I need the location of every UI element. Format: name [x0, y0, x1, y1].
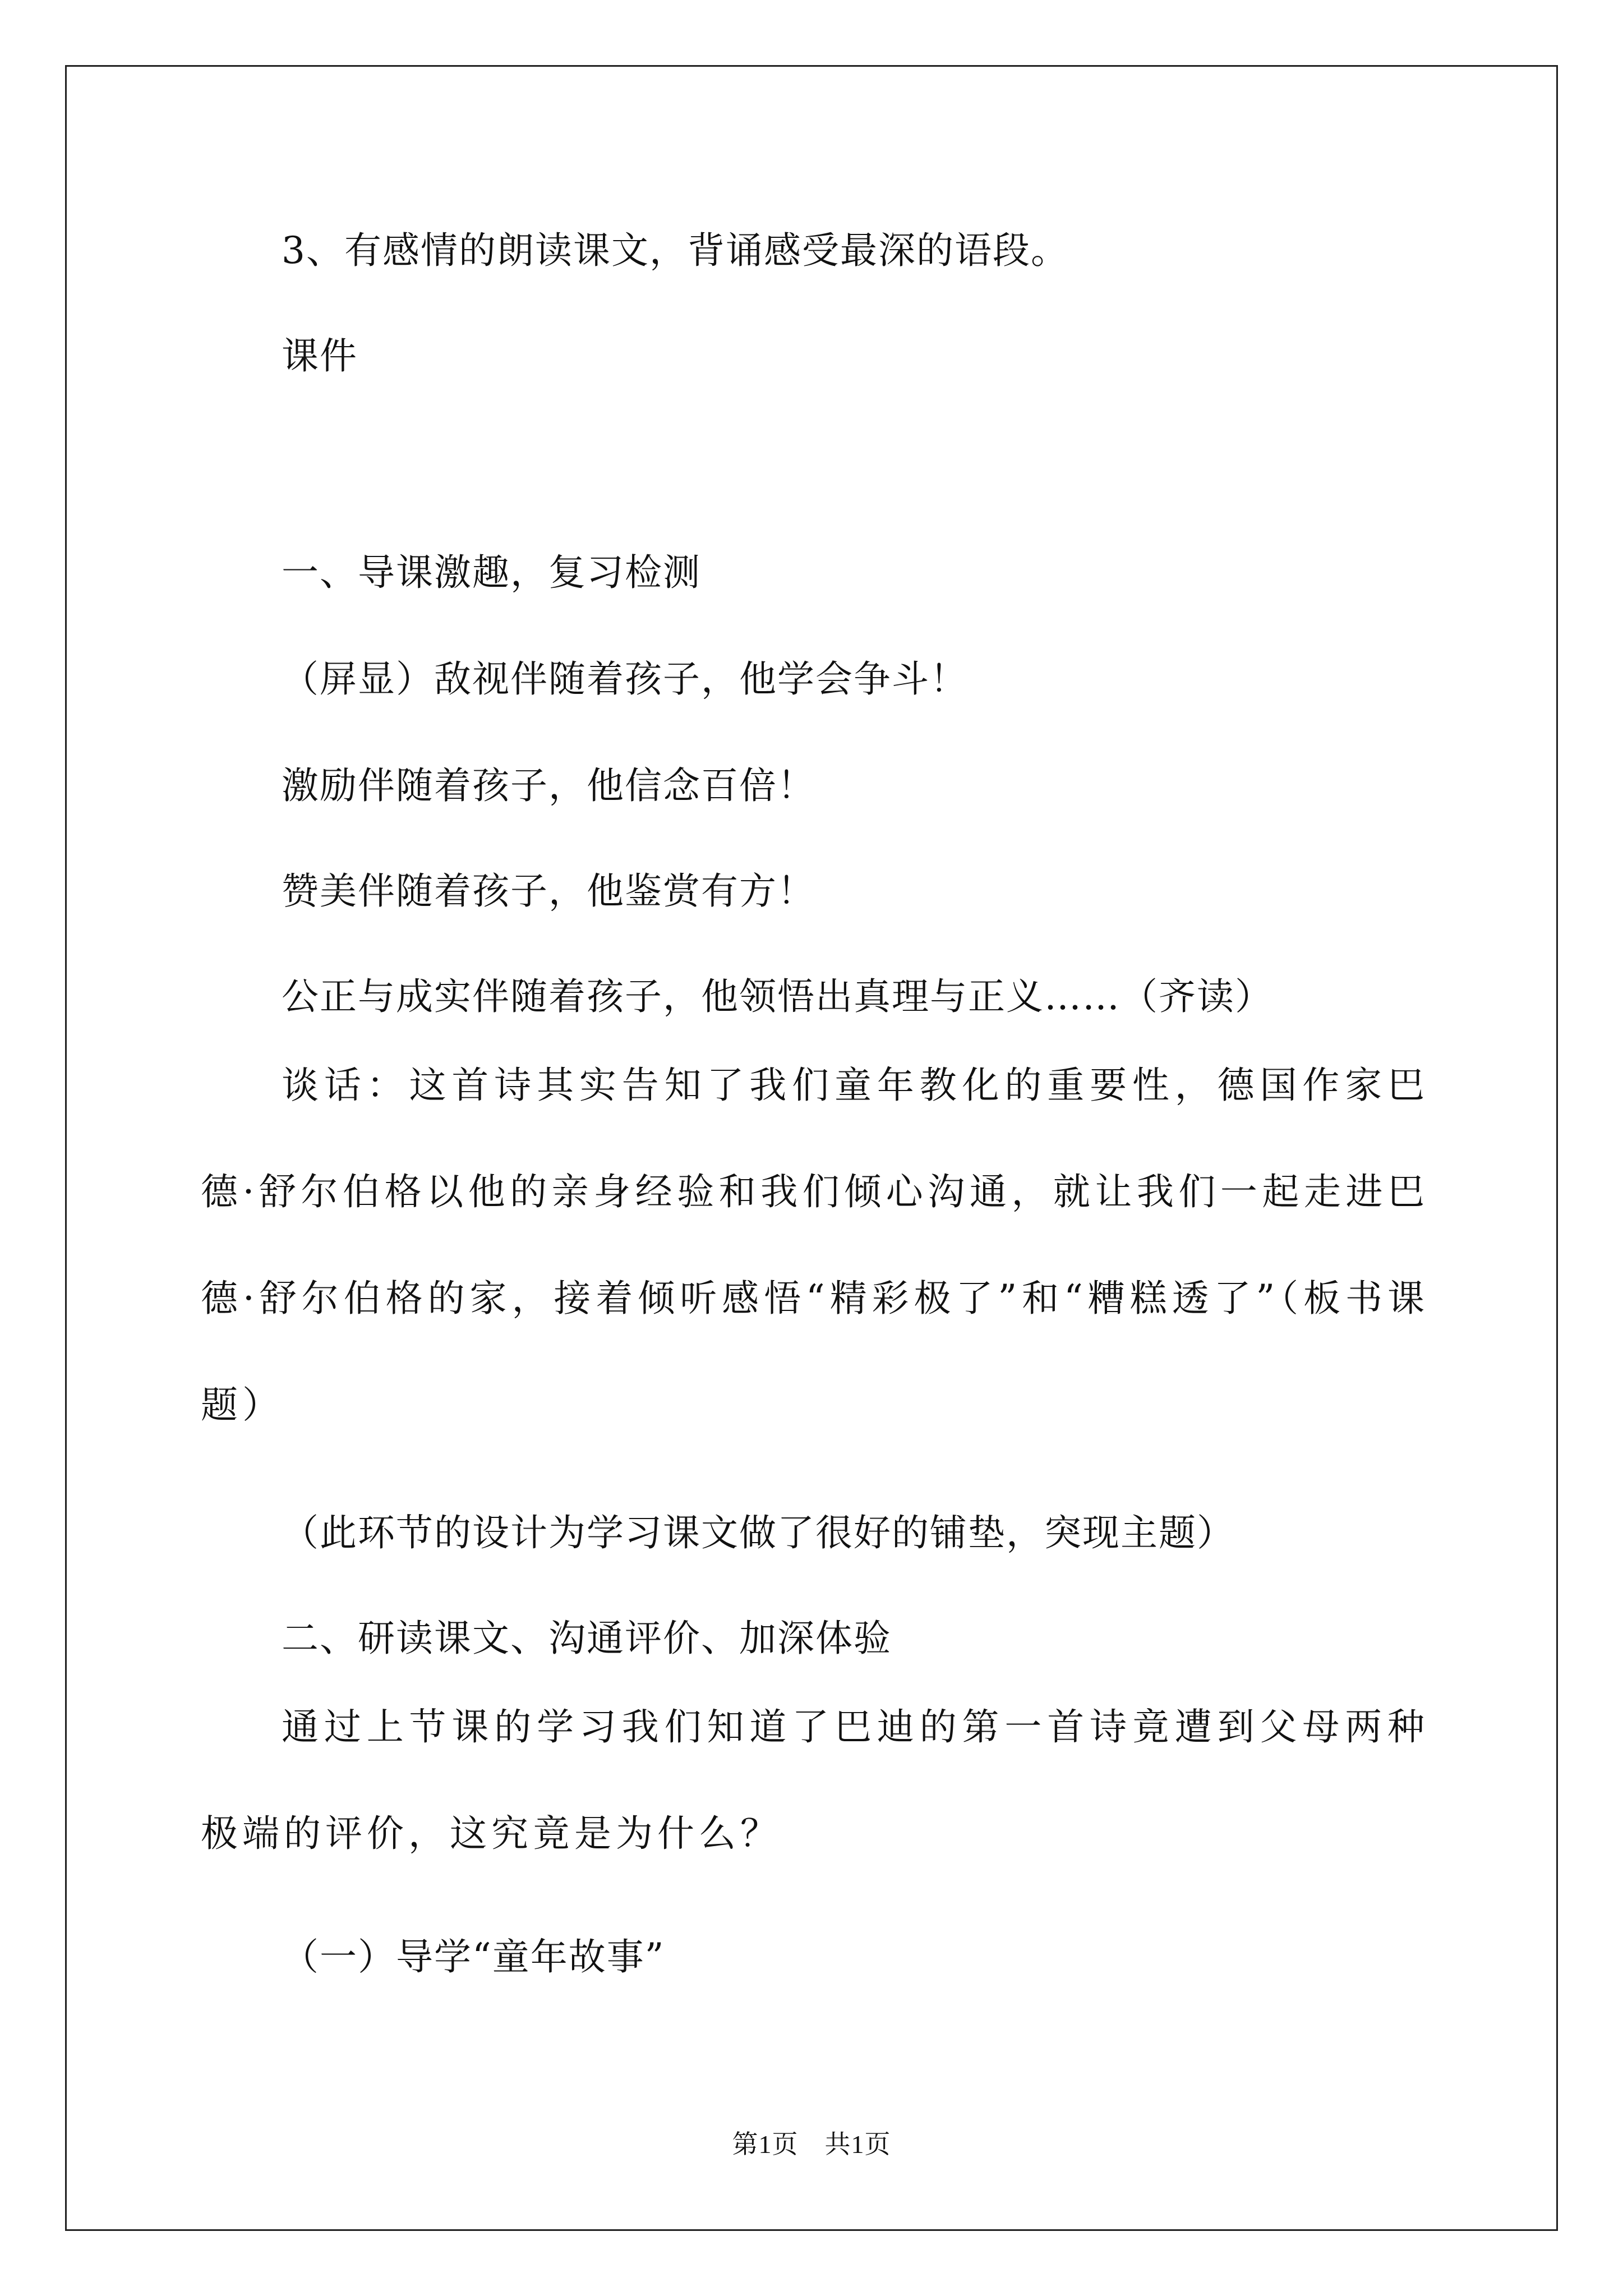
page-footer: 第1页 共1页 [732, 2130, 891, 2159]
section-1-heading: 一、导课激趣，复习检测 [282, 551, 701, 594]
materials-label: 课件 [282, 334, 358, 378]
subsection-1-heading: （一）导学“童年故事” [282, 1935, 665, 1978]
objective-3: 3、有感情的朗读课文，背诵感受最深的语段。 [282, 229, 1069, 272]
poem-line-1: （屏显）敌视伴随着孩子，他学会争斗！ [282, 657, 968, 701]
design-note: （此环节的设计为学习课文做了很好的铺垫，突现主题） [282, 1511, 1235, 1554]
talk-paragraph: 谈话：这首诗其实告知了我们童年教化的重要性，德国作家巴德·舒尔伯格以他的亲身经验和我们倾心沟通，就让我们一起走进巴德·舒尔伯格的家，接着倾听感悟“精彩极了”和“糟糕透了”（板书课题） [201, 1064, 1429, 1427]
poem-line-2: 激励伴随着孩子，他信念百倍！ [282, 764, 815, 807]
poem-line-3: 赞美伴随着孩子，他鉴赏有方！ [282, 869, 815, 913]
question-paragraph: 通过上节课的学习我们知道了巴迪的第一首诗竟遭到父母两种极端的评价，这究竟是为什么？ [201, 1705, 1429, 1855]
poem-line-4: 公正与成实伴随着孩子，他领悟出真理与正义……（齐读） [282, 975, 1273, 1018]
section-2-heading: 二、研读课文、沟通评价、加深体验 [282, 1617, 892, 1660]
